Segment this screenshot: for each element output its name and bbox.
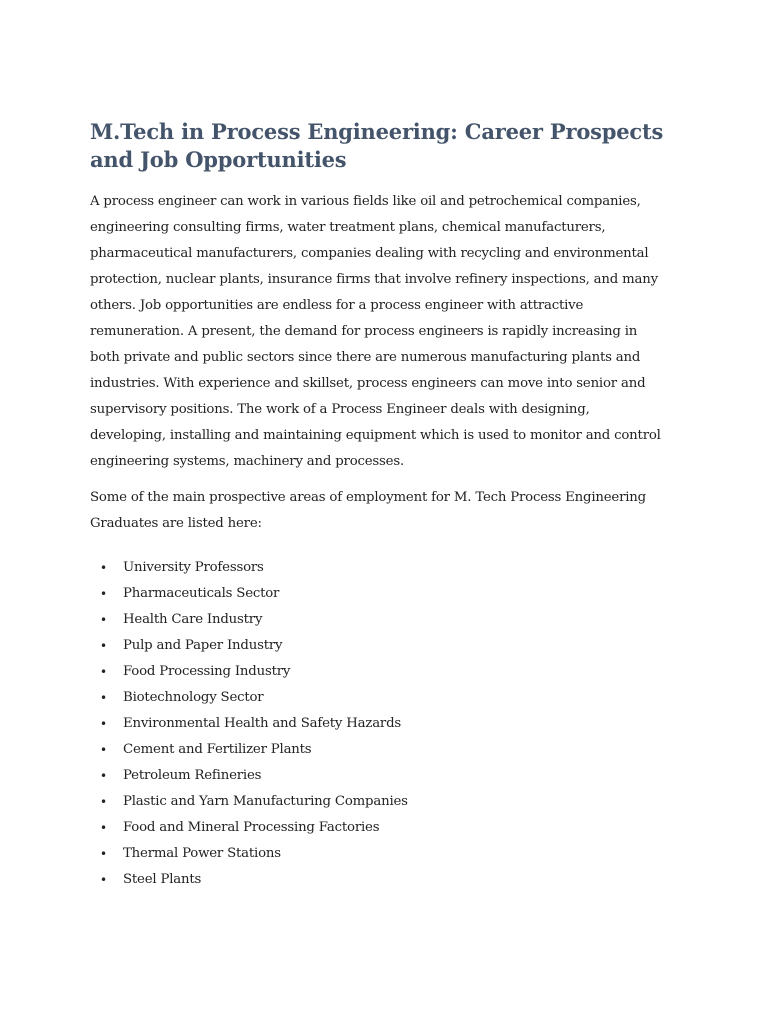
list-item bbox=[90, 867, 668, 893]
list-item bbox=[90, 763, 668, 789]
document-body bbox=[90, 118, 668, 893]
employment-areas-paragraph: Some of the main prospective areas of employment for M. Tech Process Engineering Graduates are listed here: bbox=[90, 490, 646, 531]
bullet-icon: • bbox=[100, 717, 107, 731]
bullet-icon: • bbox=[100, 873, 107, 887]
bullet-icon: • bbox=[100, 691, 107, 705]
bullet-icon: • bbox=[100, 561, 107, 575]
list-item-label: Cement and Fertilizer Plants bbox=[123, 742, 312, 757]
list-item-label: Thermal Power Stations bbox=[123, 846, 281, 861]
list-item-label: Environmental Health and Safety Hazards bbox=[123, 716, 402, 731]
bullet-icon: • bbox=[100, 639, 107, 653]
bullet-icon: • bbox=[100, 613, 107, 627]
list-item-label: Steel Plants bbox=[123, 872, 202, 887]
bullet-icon: • bbox=[100, 847, 107, 861]
bullet-icon: • bbox=[100, 665, 107, 679]
list-item-label: Food and Mineral Processing Factories bbox=[123, 820, 380, 835]
list-item-label: Health Care Industry bbox=[123, 612, 263, 627]
list-item bbox=[90, 581, 668, 607]
bullet-icon: • bbox=[100, 821, 107, 835]
bullet-icon: • bbox=[100, 769, 107, 783]
list-item-label: Plastic and Yarn Manufacturing Companies bbox=[123, 794, 408, 809]
list-item bbox=[90, 711, 668, 737]
list-item-label: Food Processing Industry bbox=[123, 664, 291, 679]
list-item-label: University Professors bbox=[123, 560, 264, 575]
list-item bbox=[90, 685, 668, 711]
list-item bbox=[90, 841, 668, 867]
document-title: M.Tech in Process Engineering: Career Prospects and Job Opportunities bbox=[90, 119, 664, 172]
bullet-icon: • bbox=[100, 587, 107, 601]
list-item bbox=[90, 607, 668, 633]
employment-areas-list bbox=[90, 555, 668, 893]
bullet-icon: • bbox=[100, 795, 107, 809]
list-item bbox=[90, 789, 668, 815]
intro-paragraph: A process engineer can work in various fields like oil and petrochemical companies, engineering consulting firms, water treatment plans, chemical manufacturers, pharmaceutical manufacturers, companies dealing with recycling and environmental protection, nuclear plants, insurance firms that involve refinery inspections, and many others. Job opportunities are endless for a process engineer with attractive remuneration. A present, the demand for process engineers is rapidly increasing in both private and public sectors since there are numerous manufacturing plants and industries. With experience and skillset, process engineers can move into senior and supervisory positions. The work of a Process Engineer deals with designing, developing, installing and maintaining equipment which is used to monitor and control engineering systems, machinery and processes. bbox=[90, 194, 661, 469]
list-item bbox=[90, 633, 668, 659]
list-item-label: Pulp and Paper Industry bbox=[123, 638, 283, 653]
list-item bbox=[90, 815, 668, 841]
list-item bbox=[90, 555, 668, 581]
list-item-label: Petroleum Refineries bbox=[123, 768, 262, 783]
list-item bbox=[90, 737, 668, 763]
list-item-label: Pharmaceuticals Sector bbox=[123, 586, 280, 601]
list-item-label: Biotechnology Sector bbox=[123, 690, 264, 705]
bullet-icon: • bbox=[100, 743, 107, 757]
list-item bbox=[90, 659, 668, 685]
